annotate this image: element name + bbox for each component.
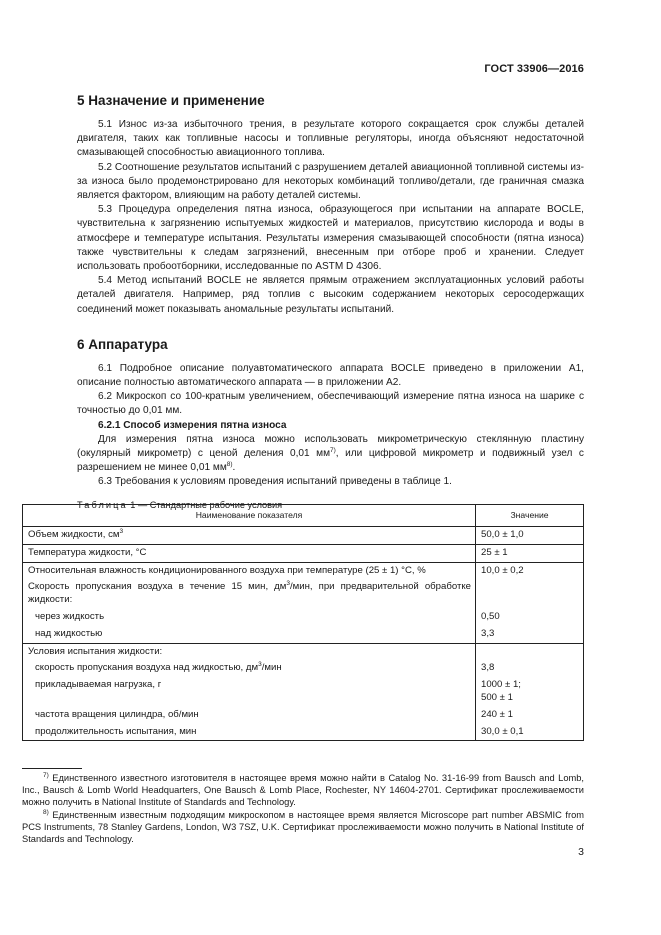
table-cell: продолжительность испытания, мин	[23, 724, 476, 741]
table-cell: Температура жидкости, °С	[23, 544, 476, 562]
cell-superscript: 3	[258, 661, 262, 669]
paragraph-5-1: 5.1 Износ из-за избыточного трения, в результате которого сокращается срок службы деталей двигателя, таких как топливные насосы и топливные регуляторы, иногда объясняют недостаточной смазывающей способностью авиационного топлива.	[77, 119, 584, 159]
footnote-text: Единственного известного изготовителя в настоящее время можно найти в Catalog No. 31-16-99 from Bausch and Lomb, Inc., Bausch & Lomb World Headquarters, One Bausch & Lomb Place, Rochester, NY 14604-2701. Сертификат прослеживаемости можно получить в National Institute of Standards and Technology.	[22, 773, 584, 807]
paragraph-5-2: 5.2 Соотношение результатов испытаний с разрушением деталей авиационной топливной системы из-за износа было продемонстрировано для некоторых комбинаций топливо/детали, где граничная смазка является фактором, влияющим на работу деталей системы.	[77, 161, 584, 202]
paragraph-text: , или цифровой микрометр и подвижный узел с разрешением не минее 0,01 мм	[77, 448, 584, 474]
main-content	[77, 93, 584, 511]
table-cell: 3,8	[476, 660, 584, 677]
table-row	[23, 544, 584, 562]
table-row	[23, 724, 584, 741]
footnote-text: Единственным известным подходящим микроскопом в настоящее время является Microscope part number ABSMIC from PCS Instruments, 78 Stanley Gardens, London, W3 7SZ, U.K. Сертификат прослеживаемости можно получить в National Institute of Standards and Technology.	[22, 810, 584, 844]
paragraph-5-3: 5.3 Процедура определения пятна износа, образующегося при испытании на аппарате BOCLE, чувствительна к загрязнению испытуемых жидкостей и материалов, присутствию кислорода и воды в атмосфере и температуре испытания. Результаты измерения смазывающей способности (пятна износа) также чувствительны к следам загрязнений, внесенным при отборе проб и хранении. Следует использовать пробоотборники, исследованные по ASTM D 4306.	[77, 204, 584, 273]
footnote-ref-8[interactable]: 8)	[226, 461, 233, 469]
cell-text: Объем жидкости, см	[28, 529, 120, 540]
table-row	[23, 562, 584, 579]
table-cell	[23, 527, 476, 545]
cell-line: 1000 ± 1;	[481, 679, 521, 691]
table-row	[23, 626, 584, 643]
cell-superscript: 3	[286, 580, 290, 588]
table-row	[23, 677, 584, 707]
table-cell: 240 ± 1	[476, 707, 584, 724]
paragraph-text: Для измерения пятна износа можно использовать микрометрическую стеклянную пластину (окулярный микрометр) с ценой деления 0,01 мм	[77, 433, 584, 460]
table-cell: Условия испытания жидкости:	[23, 643, 476, 660]
footnote-mark-8: 8)	[43, 809, 49, 817]
section-6-title: 6 Аппаратура	[77, 336, 168, 352]
table-caption-label: Таблица	[77, 499, 128, 510]
table-cell: Относительная влажность кондиционированного воздуха при температуре (25 ± 1) °С, %	[23, 562, 476, 579]
cell-text: скорость пропускания воздуха над жидкостью, дм	[35, 662, 259, 674]
table-cell: 50,0 ± 1,0	[476, 527, 584, 545]
footnote-8	[22, 810, 584, 845]
subsection-heading-text: 6.2.1 Способ измерения пятна износа	[98, 419, 287, 431]
document-id: ГОСТ 33906—2016	[484, 63, 584, 75]
paragraph-text: .	[232, 462, 236, 474]
cell-line: 500 ± 1	[481, 691, 513, 703]
footnote-divider	[22, 768, 82, 769]
table-cell: прикладываемая нагрузка, г	[23, 677, 476, 707]
footnote-mark-7: 7)	[43, 772, 49, 779]
cell-text: /мин	[261, 662, 282, 674]
table-cell: 0,50	[476, 609, 584, 626]
cell-superscript: 3	[119, 528, 124, 535]
footnote-7	[22, 773, 584, 808]
table-row	[23, 527, 584, 545]
table-cell	[23, 660, 476, 677]
standard-conditions-table	[22, 504, 584, 741]
table-cell: частота вращения цилиндра, об/мин	[23, 707, 476, 724]
table-row	[23, 643, 584, 660]
table-row	[23, 707, 584, 724]
table-cell: через жидкость	[23, 609, 476, 626]
table-row	[23, 609, 584, 626]
cell-text: Скорость пропускания воздуха в течение 15 мин, дм	[28, 581, 287, 593]
page-number: 3	[578, 846, 584, 858]
table-row	[23, 579, 584, 609]
table-cell: 3,3	[476, 626, 584, 643]
table-row	[23, 660, 584, 677]
table-cell	[476, 643, 584, 660]
paragraph-6-2: 6.2 Микроскоп со 100-кратным увеличением, обеспечивающий измерение пятна износа на шарике с точностью до 0,01 мм.	[77, 391, 584, 417]
table-cell: 10,0 ± 0,2	[476, 562, 584, 579]
footnotes	[22, 768, 584, 848]
table-cell: 30,0 ± 0,1	[476, 724, 584, 741]
table-cell: 25 ± 1	[476, 544, 584, 562]
paragraph-6-3: 6.3 Требования к условиям проведения испытаний приведены в таблице 1.	[98, 476, 452, 488]
paragraph-6-2-1	[77, 433, 584, 476]
subsection-6-2-1-heading	[77, 419, 584, 433]
section-5-title: 5 Назначение и применение	[77, 93, 265, 108]
table-caption-text: 1 — Стандартные рабочие условия	[127, 499, 283, 510]
cell-text: /мин, при предварительной обработке жидкости:	[28, 581, 471, 606]
table-cell	[476, 579, 584, 609]
paragraph-5-4: 5.4 Метод испытаний BOCLE не является прямым отражением эксплуатационных условий работы деталей двигателя. Например, ряд топлив с высоким содержанием некоторых серосодержащих соединений может показывать аномальные результаты испытаний.	[77, 275, 584, 315]
table-cell	[23, 579, 476, 609]
column-header-value: Значение	[476, 505, 584, 527]
paragraph-6-1: 6.1 Подробное описание полуавтоматического аппарата BOCLE приведено в приложении А1, описание полностью автоматического аппарата — в приложении А2.	[77, 362, 584, 389]
table-cell: над жидкостью	[23, 626, 476, 643]
table-cell	[476, 677, 584, 707]
footnote-ref-7[interactable]: 7)	[330, 447, 336, 455]
column-header-name: Наименование показателя	[23, 505, 476, 527]
